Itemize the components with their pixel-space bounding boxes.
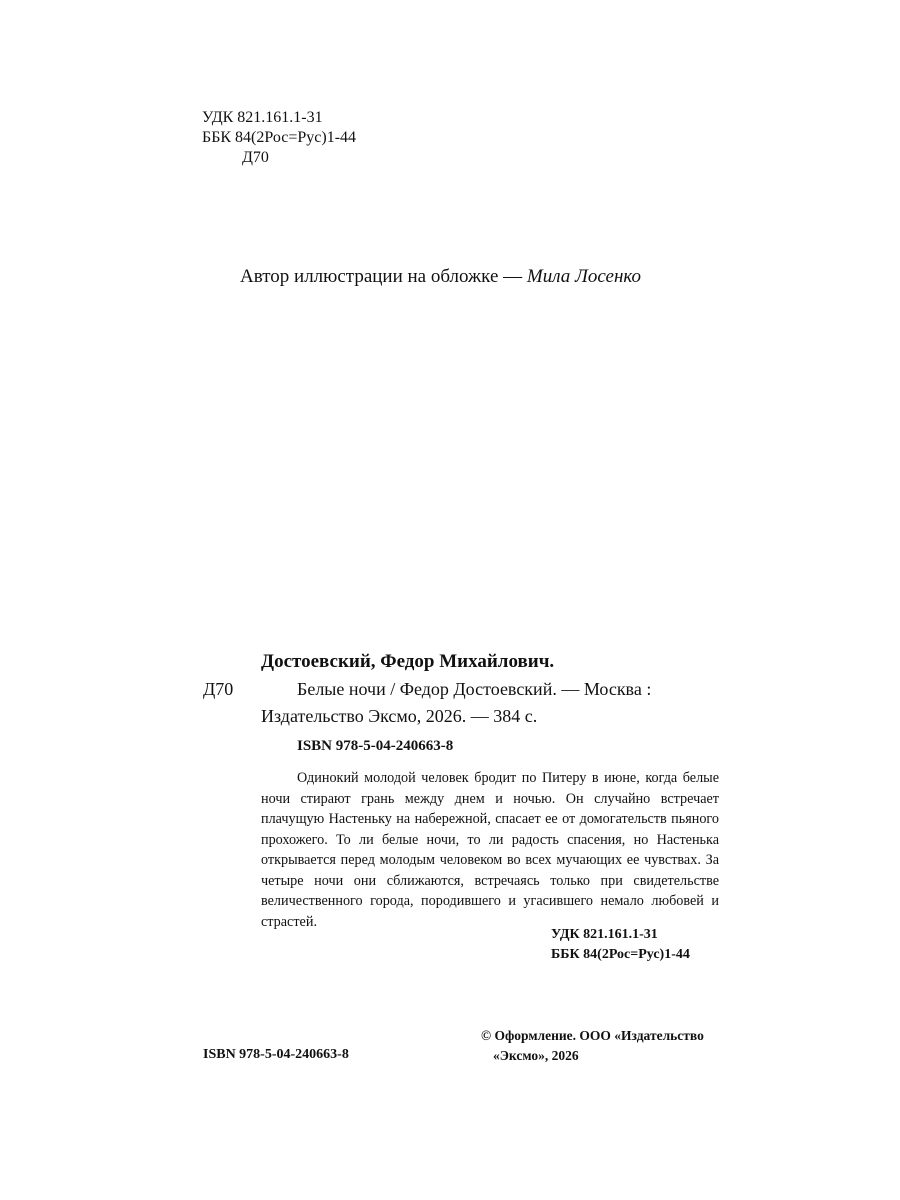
bibliographic-title-line-1: Белые ночи / Федор Достоевский. — Москва : [297, 679, 652, 699]
isbn-footer: ISBN 978-5-04-240663-8 [203, 1047, 349, 1062]
udk-code-bottom: УДК 821.161.1-31 [551, 927, 658, 942]
top-classification-codes [202, 108, 356, 168]
bbk-code: ББК 84(2Рос=Рус)1-44 [202, 129, 357, 146]
udk-code: УДК 821.161.1-31 [202, 109, 323, 126]
isbn-record: ISBN 978-5-04-240663-8 [297, 738, 454, 754]
bottom-classification-codes [551, 925, 690, 965]
copyright-notice [481, 1026, 704, 1066]
cutter-mark: Д70 [203, 679, 234, 699]
copyright-line-1: © Оформление. ООО «Издательство [481, 1028, 704, 1043]
illustration-credit [240, 266, 641, 288]
bibliographic-title-line-2: Издательство Эксмо, 2026. — 384 с. [261, 706, 538, 726]
copyright-line-2: «Эксмо», 2026 [493, 1048, 579, 1063]
author-heading: Достоевский, Федор Михайлович. [261, 651, 555, 672]
illustrator-name: Мила Лосенко [526, 266, 642, 287]
book-annotation: Одинокий молодой человек бродит по Питеру в июне, когда белые ночи стирают грань между днем и ночью. Он случайно встречает плачущую Настеньку на набережной, спасает ее от домогательств пьяного прохожего. То ли белые ночи, то ли радость спасения, но Настенька открывается перед молодым человеком во всех мучающих ее чувствах. За четыре ночи они сближаются, встречаясь только при свидетельстве величественного города, породившего и угасившего немало любовей и страстей. [261, 770, 719, 930]
bbk-code-bottom: ББК 84(2Рос=Рус)1-44 [551, 947, 690, 962]
cutter-code: Д70 [242, 149, 269, 166]
illustration-credit-label: Автор иллюстрации на обложке — [240, 266, 527, 287]
